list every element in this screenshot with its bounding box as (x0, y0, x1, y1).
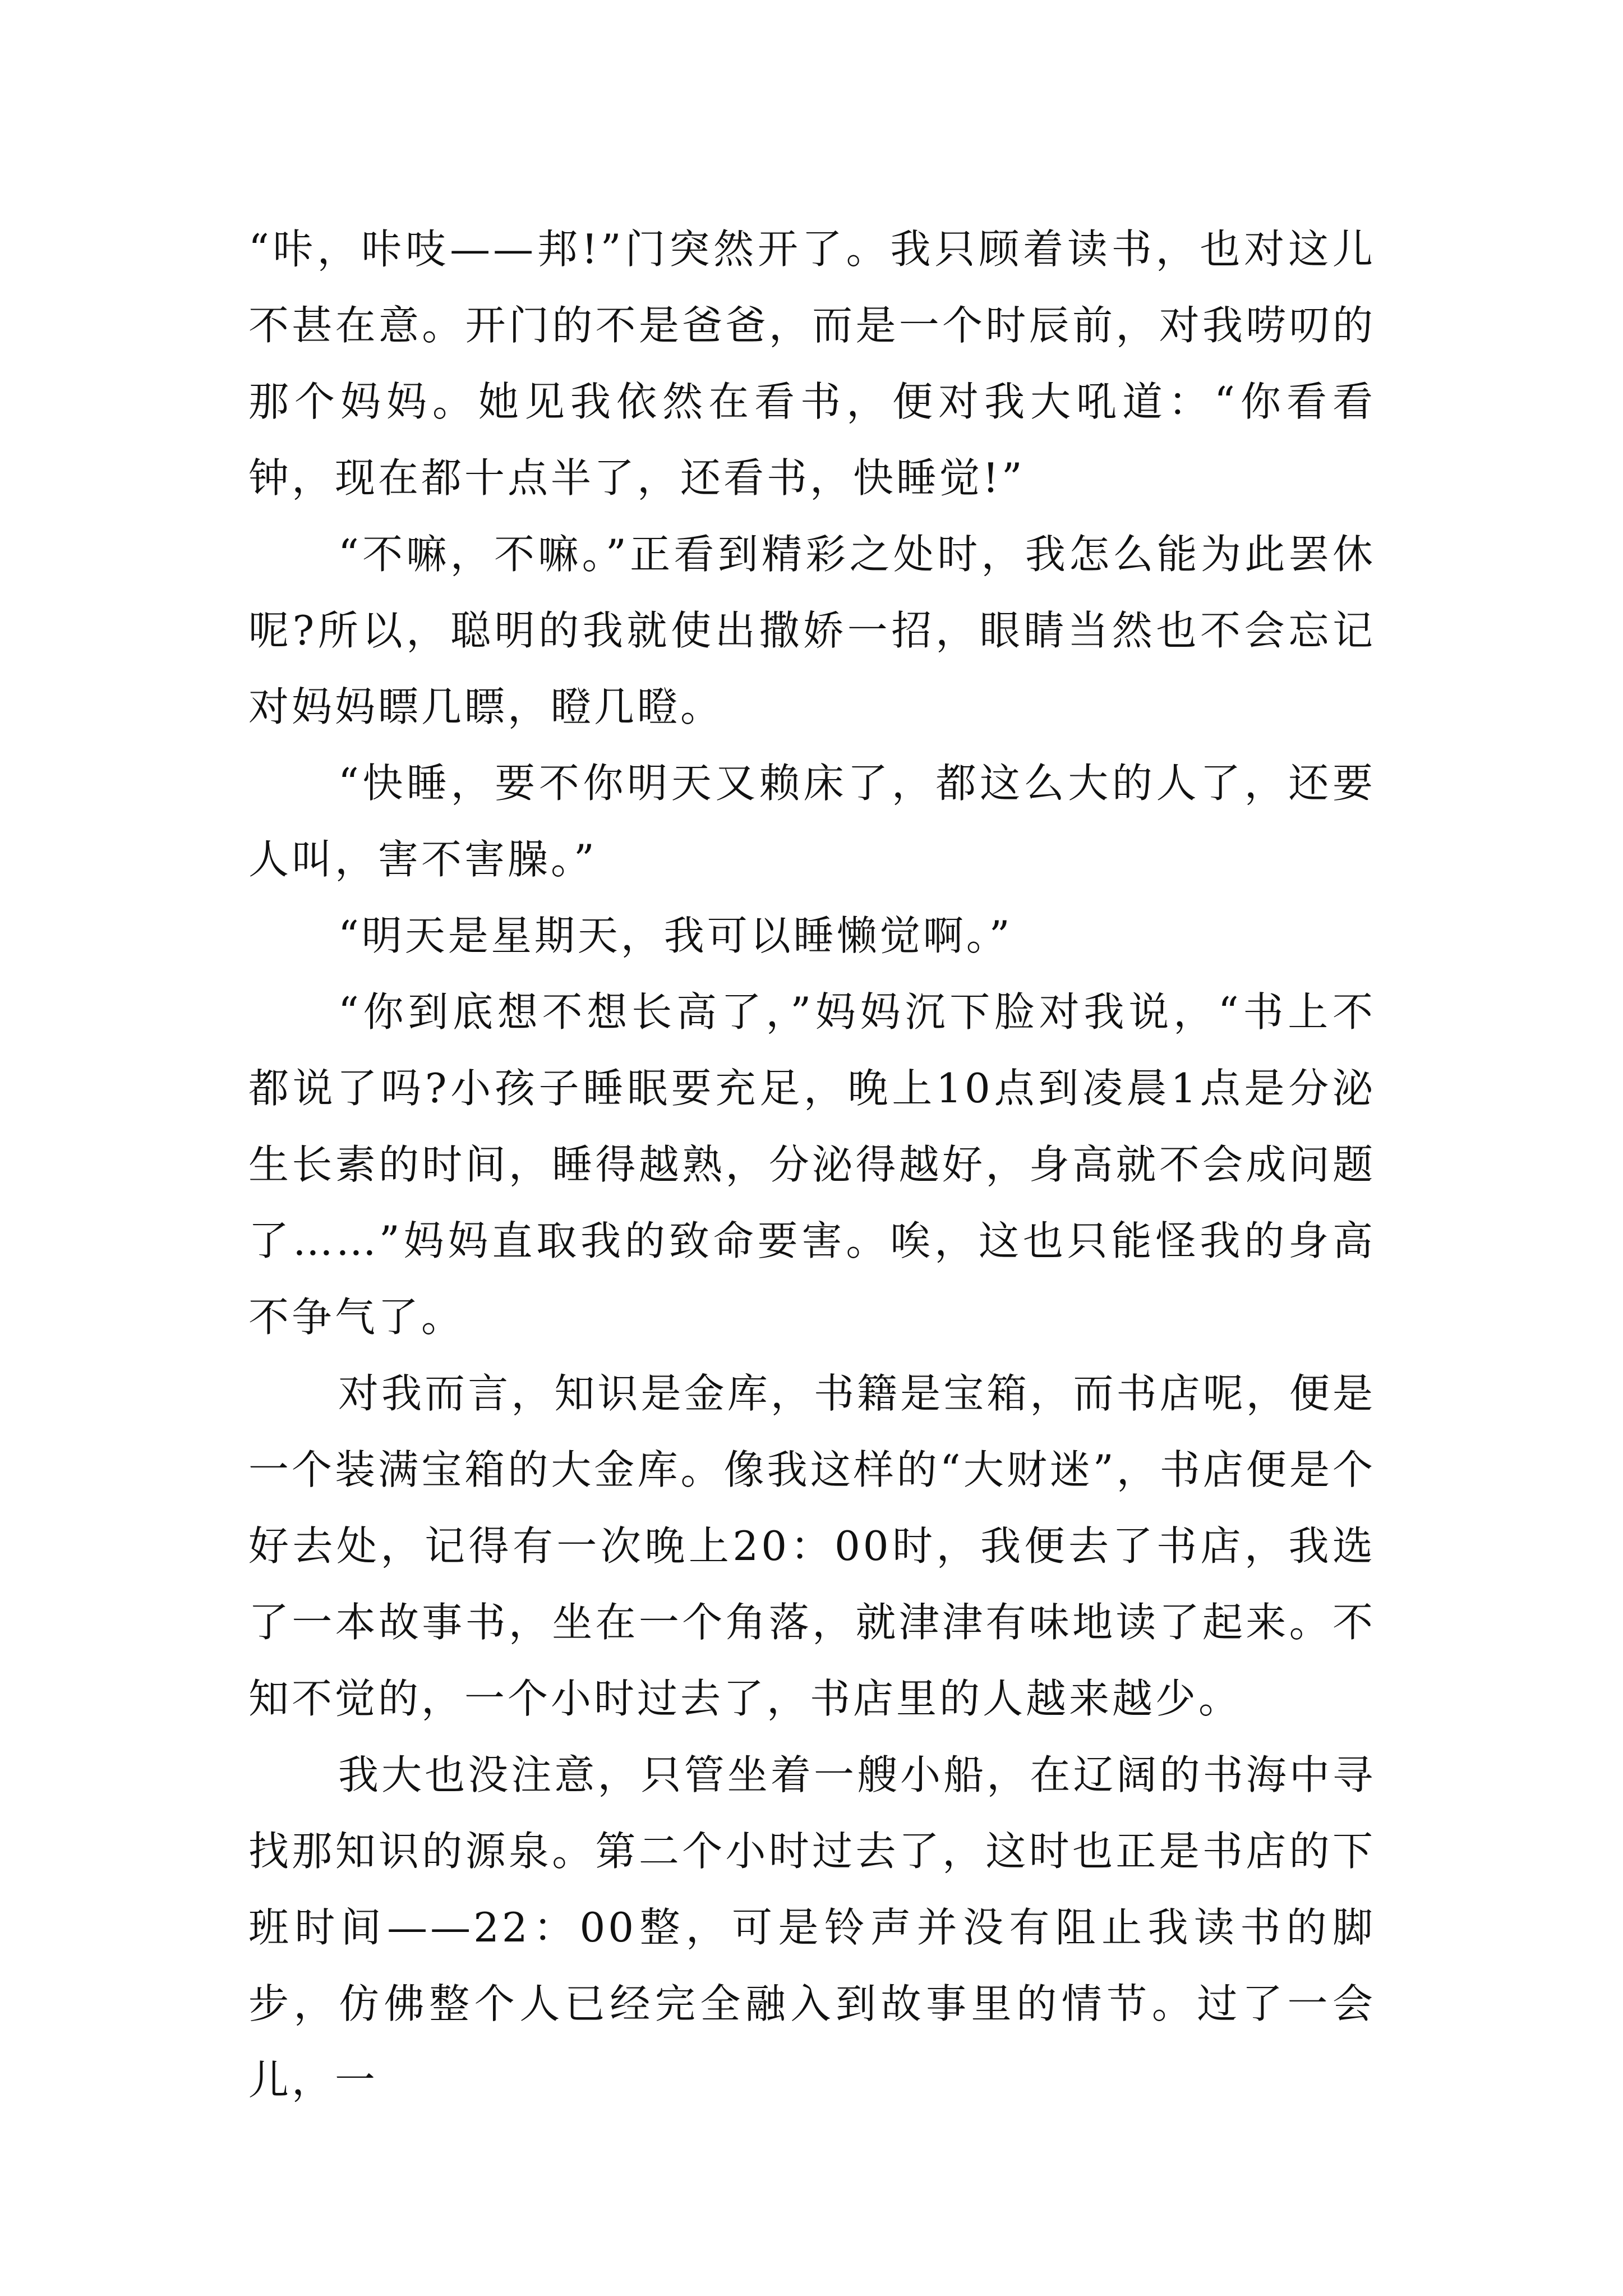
paragraph-1: “咔，咔吱——邦!”门突然开了。我只顾着读书，也对这儿不甚在意。开门的不是爸爸，而是一个时辰前，对我唠叨的那个妈妈。她见我依然在看书，便对我大吼道：“你看看钟，现在都十点半了，还看书，快睡觉!” (248, 226, 1376, 501)
paragraph-4: “明天是星期天，我可以睡懒觉啊。” (338, 912, 1013, 959)
paragraph-2: “不嘛，不嘛。”正看到精彩之处时，我怎么能为此罢休呢?所以，聪明的我就使出撒娇一招，眼睛当然也不会忘记对妈妈瞟几瞟，瞪几瞪。 (248, 531, 1376, 730)
paragraph-5: “你到底想不想长高了，”妈妈沉下脸对我说，“书上不都说了吗?小孩子睡眠要充足，晚上10点到凌晨1点是分泌生长素的时间，睡得越熟，分泌得越好，身高就不会成问题了……”妈妈直取我的致命要害。唉，这也只能怪我的身高不争气了。 (248, 988, 1376, 1341)
paragraph-3: “快睡，要不你明天又赖床了，都这么大的人了，还要人叫，害不害臊。” (248, 760, 1376, 883)
paragraph-6: 对我而言，知识是金库，书籍是宝箱，而书店呢，便是一个装满宝箱的大金库。像我这样的“大财迷”，书店便是个好去处，记得有一次晚上20：00时，我便去了书店，我选了一本故事书，坐在一个角落，就津津有味地读了起来。不知不觉的，一个小时过去了，书店里的人越来越少。 (248, 1370, 1376, 1722)
paragraph-7: 我大也没注意，只管坐着一艘小船，在辽阔的书海中寻找那知识的源泉。第二个小时过去了，这时也正是书店的下班时间——22：00整，可是铃声并没有阻止我读书的脚步，仿佛整个人已经完全融入到故事里的情节。过了一会儿，一 (248, 1751, 1376, 2104)
document-body (248, 211, 1376, 2118)
